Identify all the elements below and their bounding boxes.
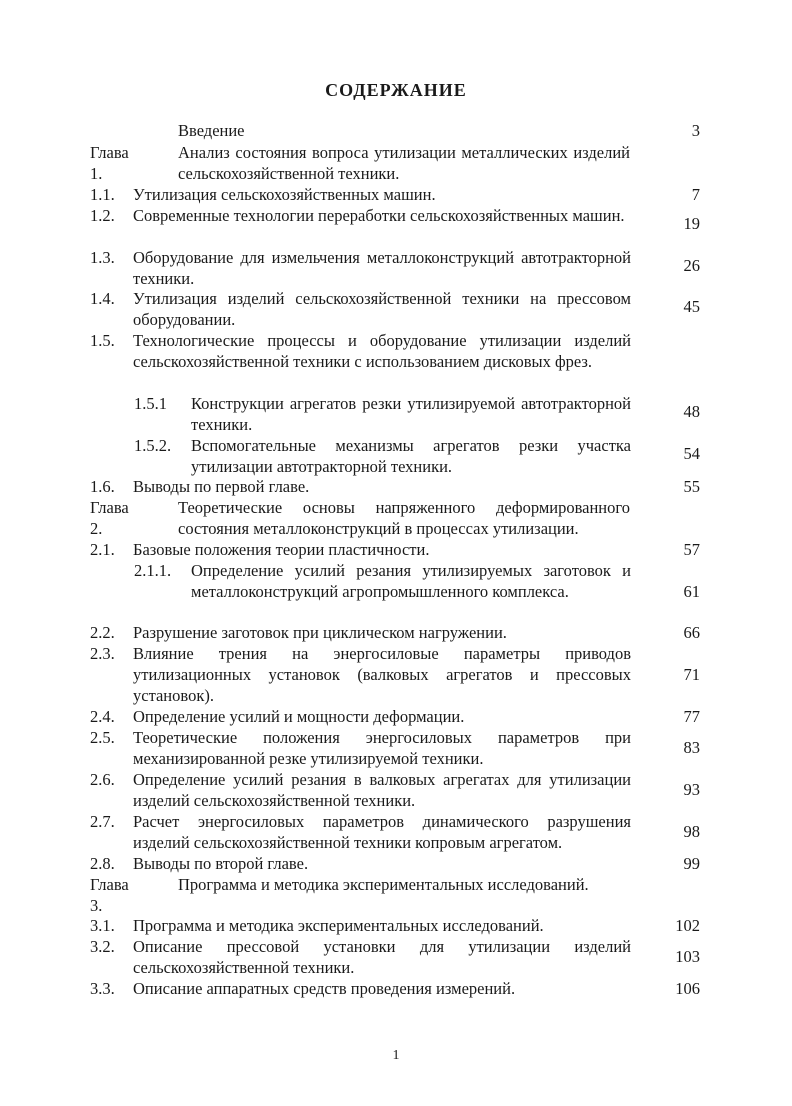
page-number: 1 (392, 1048, 400, 1063)
page-title: СОДЕРЖАНИЕ (325, 80, 467, 100)
